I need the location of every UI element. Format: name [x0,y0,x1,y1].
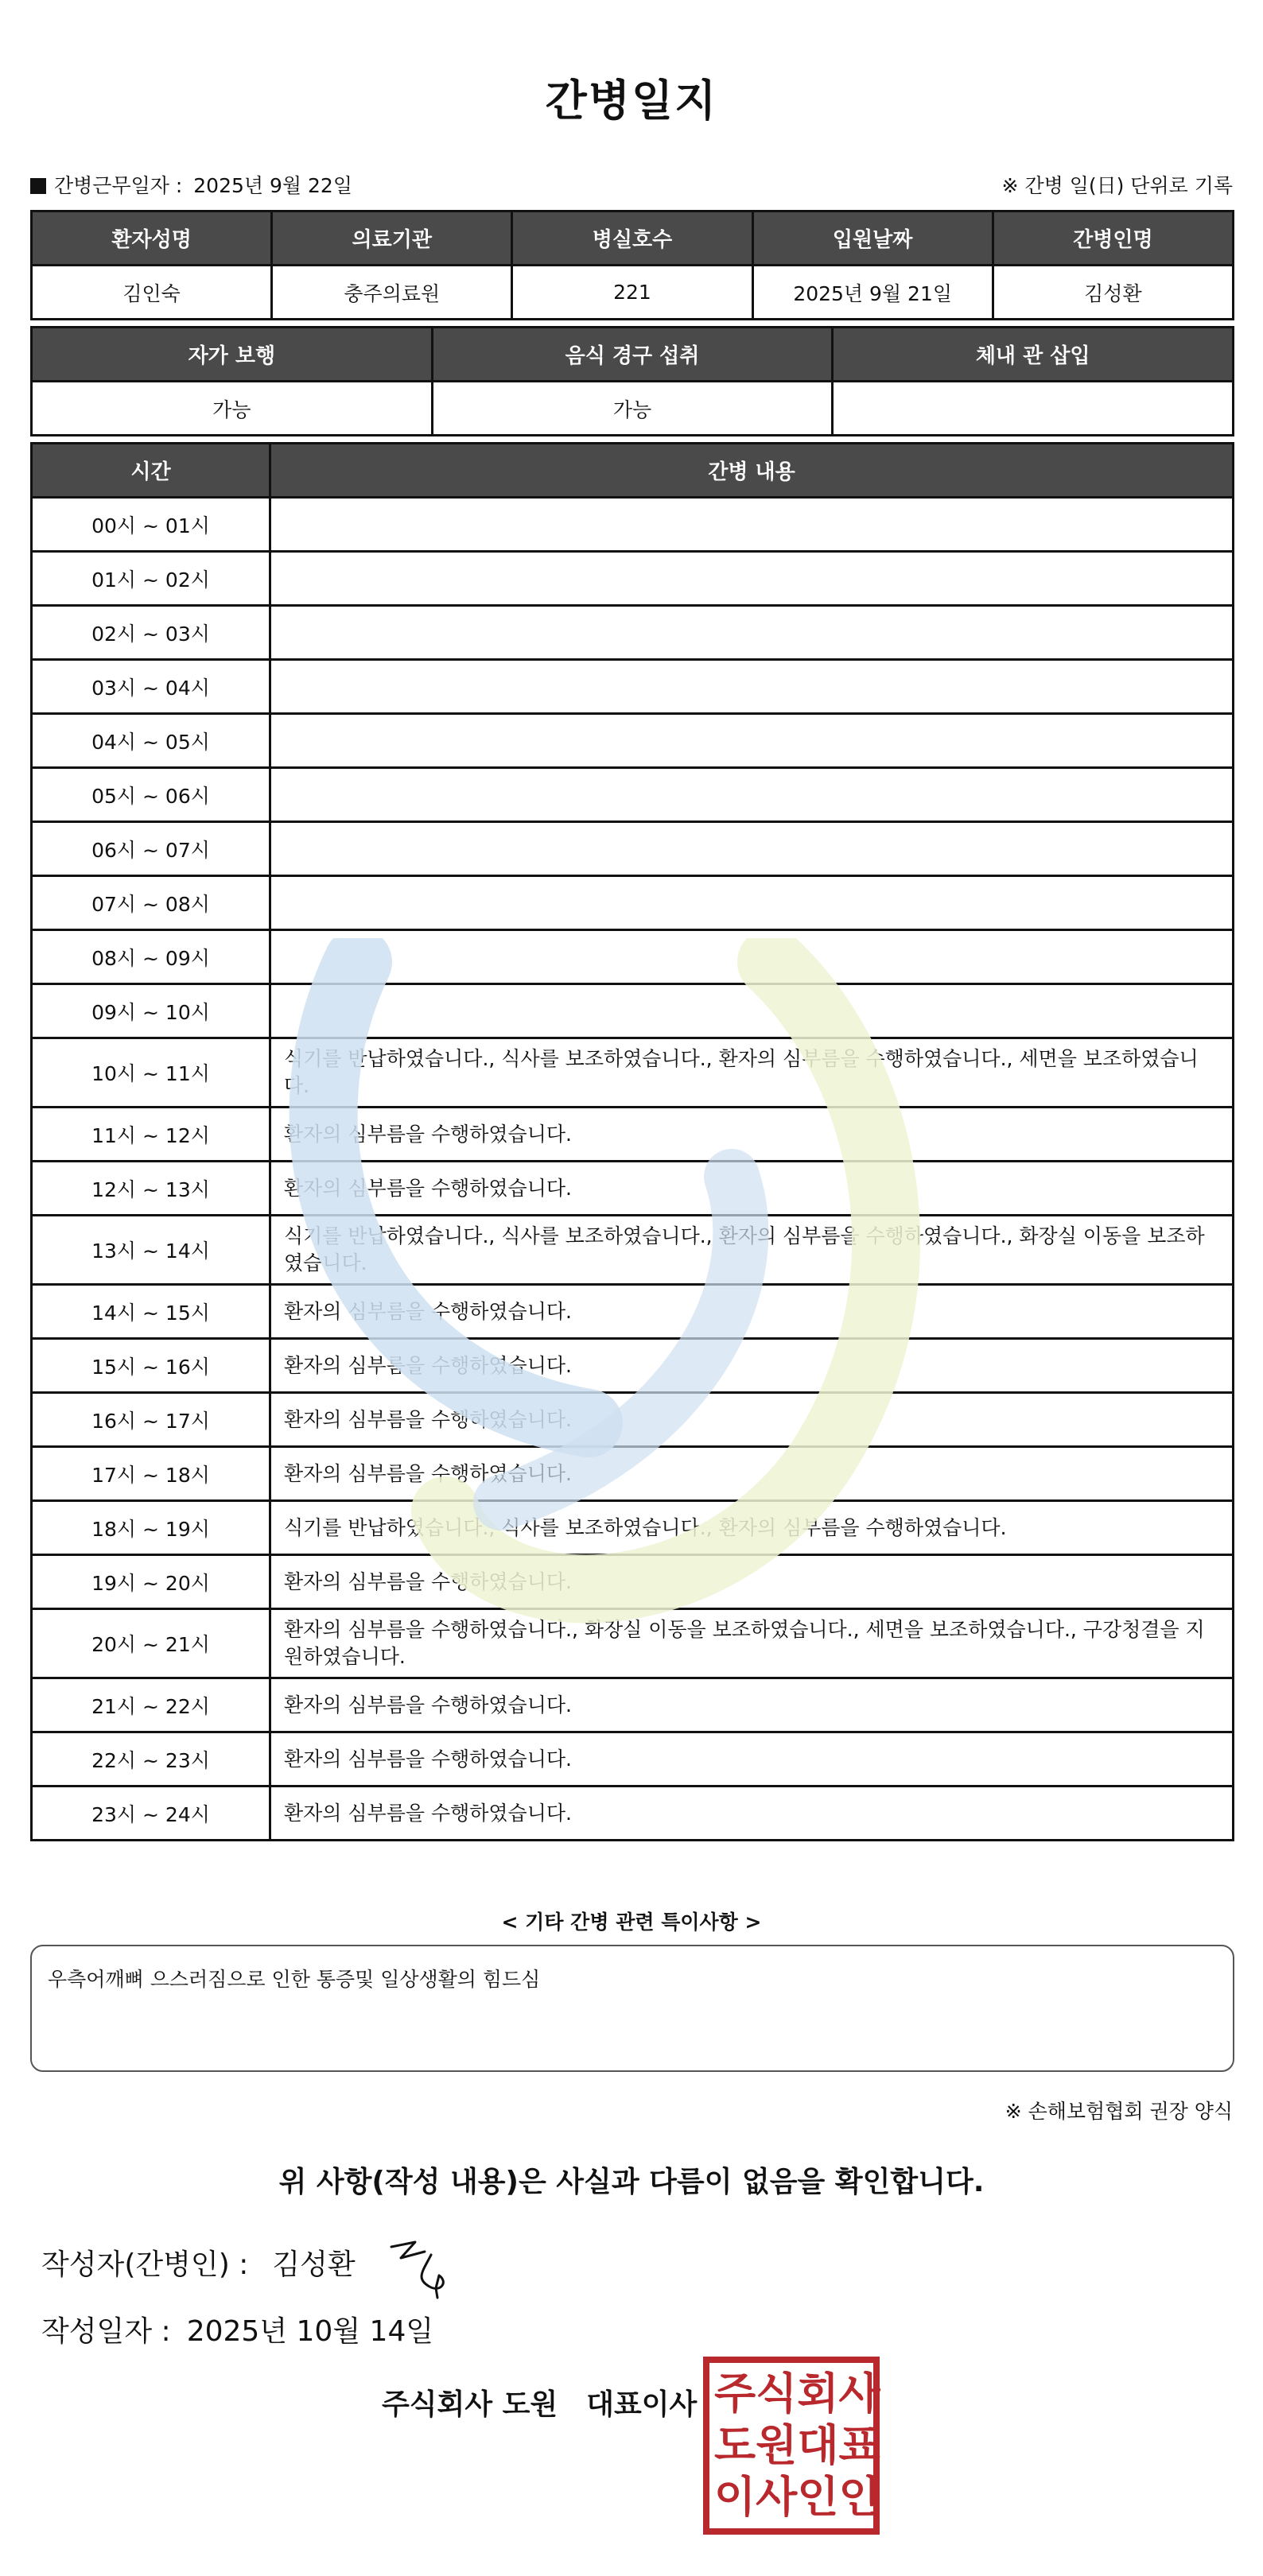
care-log-time: 17시 ~ 18시 [32,1447,270,1501]
care-log-row [32,822,1234,876]
care-log-row [32,1787,1234,1841]
care-log-time: 09시 ~ 10시 [32,984,270,1038]
care-log-content: 환자의 심부름을 수행하였습니다. [270,1678,1234,1732]
care-log-row [32,498,1234,552]
care-log-row [32,1393,1234,1447]
care-log-content: 식기를 반납하였습니다., 식사를 보조하였습니다., 환자의 심부름을 수행하였습니다., 세면을 보조하였습니다. [270,1038,1234,1108]
oral-intake-value: 가능 [432,382,833,436]
care-log-time: 15시 ~ 16시 [32,1339,270,1393]
care-log-row [32,1339,1234,1393]
care-log-time: 01시 ~ 02시 [32,552,270,606]
care-log-time: 08시 ~ 09시 [32,930,270,984]
caregiver-name: 김성환 [993,266,1233,320]
care-log-time: 19시 ~ 20시 [32,1555,270,1609]
care-log-row [32,768,1234,822]
care-log-time: 06시 ~ 07시 [32,822,270,876]
care-log-time: 07시 ~ 08시 [32,876,270,930]
company-line [382,2382,697,2423]
care-log-time: 05시 ~ 06시 [32,768,270,822]
written-date-label: 작성일자 : [41,2315,171,2348]
self-walking-value: 가능 [32,382,433,436]
header-hospital: 의료기관 [272,211,512,266]
care-log-row [32,1609,1234,1678]
care-log-time: 12시 ~ 13시 [32,1162,270,1216]
admission-date: 2025년 9월 21일 [752,266,993,320]
signature-image [383,2231,471,2302]
tube-insertion-value [833,382,1234,436]
header-caregiver: 간병인명 [993,211,1233,266]
care-log-row [32,660,1234,714]
care-log-time: 22시 ~ 23시 [32,1732,270,1787]
care-log-content: 환자의 심부름을 수행하였습니다. [270,1393,1234,1447]
patient-info-table [30,210,1234,320]
work-date [30,170,352,199]
care-log-time: 23시 ~ 24시 [32,1787,270,1841]
care-log-row [32,1732,1234,1787]
care-log-row [32,1501,1234,1555]
company-seal-stamp: 주 식 회 사 도 원 대 표 이 사 인 인 [703,2357,880,2535]
header-self-walking: 자가 보행 [32,328,433,382]
work-date-value: 2025년 9월 22일 [193,174,352,197]
confirmation-statement: 위 사항(작성 내용)은 사실과 다름이 없음을 확인합니다. [278,2166,985,2198]
care-log-row [32,1038,1234,1108]
care-log-row [32,714,1234,768]
care-log-time: 11시 ~ 12시 [32,1108,270,1162]
care-log-content [270,498,1234,552]
header-patient-name: 환자성명 [32,211,272,266]
care-log-time: 20시 ~ 21시 [32,1609,270,1678]
care-log-time: 02시 ~ 03시 [32,606,270,660]
care-log-content [270,930,1234,984]
header-room: 병실호수 [512,211,752,266]
care-log-content: 환자의 심부름을 수행하였습니다. [270,1162,1234,1216]
care-log-content [270,552,1234,606]
care-log-time: 10시 ~ 11시 [32,1038,270,1108]
care-log-row [32,1678,1234,1732]
notes-text: 우측어깨뼈 으스러짐으로 인한 통증및 일상생활의 힘드심 [48,1968,541,1991]
care-log-row [32,1285,1234,1339]
care-log-content [270,822,1234,876]
care-log-row [32,876,1234,930]
company-name: 주식회사 도원 [382,2388,558,2421]
header-oral-intake: 음식 경구 섭취 [432,328,833,382]
care-log-content [270,876,1234,930]
care-log-row [32,930,1234,984]
writer-line [41,2242,356,2283]
writer-label: 작성자(간병인) : [41,2248,249,2281]
care-log-row [32,1108,1234,1162]
hospital-name: 충주의료원 [272,266,512,320]
care-log-row [32,606,1234,660]
care-log-time: 16시 ~ 17시 [32,1393,270,1447]
patient-status-table [30,326,1234,436]
care-log-time: 13시 ~ 14시 [32,1216,270,1285]
work-date-label: 간병근무일자 : [54,174,183,197]
care-log-row [32,1555,1234,1609]
care-log-content: 환자의 심부름을 수행하였습니다. [270,1108,1234,1162]
care-log-row [32,984,1234,1038]
care-log-time: 00시 ~ 01시 [32,498,270,552]
care-log-row [32,552,1234,606]
care-log-content: 환자의 심부름을 수행하였습니다. [270,1787,1234,1841]
care-log-time: 03시 ~ 04시 [32,660,270,714]
care-log-content: 환자의 심부름을 수행하였습니다. [270,1447,1234,1501]
care-log-content: 식기를 반납하였습니다., 식사를 보조하였습니다., 환자의 심부름을 수행하였습니다. [270,1501,1234,1555]
notes-title: < 기타 간병 관련 특이사항 > [501,1911,762,1934]
care-log-content: 환자의 심부름을 수행하였습니다. [270,1555,1234,1609]
header-care-content: 간병 내용 [270,444,1234,498]
care-log-content: 환자의 심부름을 수행하였습니다. [270,1285,1234,1339]
care-log-content [270,660,1234,714]
care-log-time: 04시 ~ 05시 [32,714,270,768]
care-log-time: 18시 ~ 19시 [32,1501,270,1555]
written-date-value: 2025년 10월 14일 [186,2315,434,2348]
unit-note: ※ 간병 일(日) 단위로 기록 [1001,174,1233,197]
care-log-content [270,714,1234,768]
room-number: 221 [512,266,752,320]
care-log-table [30,442,1234,1841]
written-date-line [41,2309,433,2349]
patient-name: 김인숙 [32,266,272,320]
care-log-content: 환자의 심부름을 수행하였습니다., 화장실 이동을 보조하였습니다., 세면을 보조하였습니다., 구강청결을 지원하였습니다. [270,1609,1234,1678]
document-title: 간병일지 [545,76,718,126]
care-log-content [270,984,1234,1038]
care-log-content: 환자의 심부름을 수행하였습니다. [270,1339,1234,1393]
header-tube-insertion: 체내 관 삽입 [833,328,1234,382]
care-log-content: 식기를 반납하였습니다., 식사를 보조하였습니다., 환자의 심부름을 수행하였습니다., 화장실 이동을 보조하였습니다. [270,1216,1234,1285]
writer-name: 김성환 [272,2248,356,2281]
care-log-row [32,1447,1234,1501]
care-log-content: 환자의 심부름을 수행하였습니다. [270,1732,1234,1787]
header-time: 시간 [32,444,270,498]
care-log-time: 14시 ~ 15시 [32,1285,270,1339]
form-note: ※ 손해보험협회 권장 양식 [1005,2100,1233,2123]
care-log-row [32,1162,1234,1216]
header-admission-date: 입원날짜 [752,211,993,266]
care-log-time: 21시 ~ 22시 [32,1678,270,1732]
care-log-content [270,768,1234,822]
care-log-content [270,606,1234,660]
company-representative: 대표이사 [586,2388,698,2421]
notes-box [30,1945,1234,2072]
square-bullet-icon [30,178,46,194]
care-log-row [32,1216,1234,1285]
